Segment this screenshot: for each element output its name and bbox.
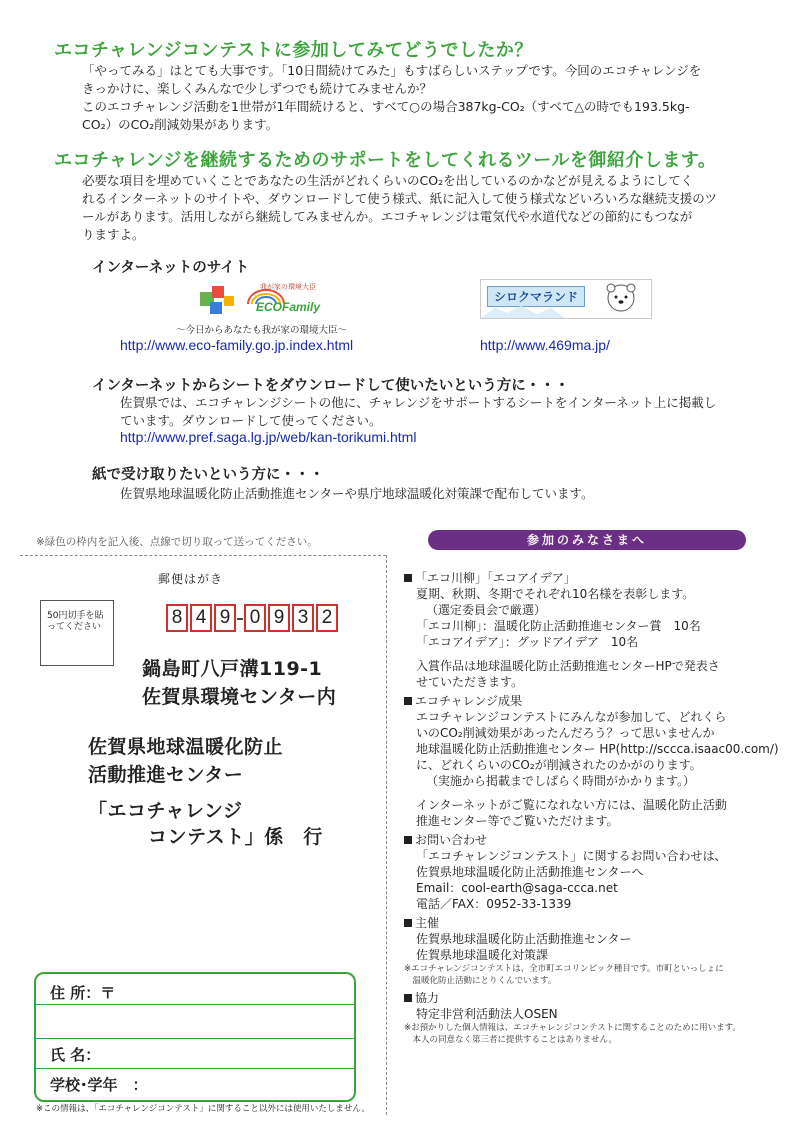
entry-form (34, 972, 356, 1102)
participants-section-heading (404, 693, 789, 709)
cut-line-horizontal (20, 555, 386, 556)
participants-text: （実施から掲載までしばらく時間がかかります。） (426, 774, 696, 788)
participants-footnote (404, 975, 789, 987)
participants-line (404, 725, 789, 741)
name-field[interactable] (36, 1038, 354, 1068)
section2-line: 必要な項目を埋めていくことであなたの生活がどれくらいのCO₂を出しているのかなどが見えるようにしてく (82, 173, 694, 188)
stamp-text: 50円切手を貼ってください (47, 611, 104, 632)
square-bullet-icon (404, 697, 412, 705)
participants-line (404, 789, 789, 797)
section1-heading: エコチャレンジコンテストに参加してみてどうでしたか？ (54, 40, 533, 61)
section1-line: 「やってみる」はとても大事です。「10日間続けてみた」もすばらしいステップです。今回のエコチャレンジを (82, 63, 702, 78)
address-line2: 佐賀県環境センター内 (142, 686, 337, 708)
participants-section-heading (404, 990, 789, 1006)
participants-line (404, 848, 789, 864)
participants-section-heading (404, 570, 789, 586)
participants-text: （選定委員会で厳選） (426, 603, 547, 617)
form-privacy-note: ※この情報は、「エコチャレンジコンテスト」に関すること以外には使用いたしません。 (36, 1104, 370, 1114)
postal-separator (237, 618, 243, 620)
participants-text: 佐賀県地球温暖化防止活動推進センターへ (416, 865, 644, 879)
participants-text: お問い合わせ (415, 833, 488, 847)
participants-line (404, 864, 789, 880)
participants-text: 電話／FAX：0952-33-1339 (416, 897, 572, 911)
participants-text: 温暖化防止活動にとりくんでいます。 (404, 976, 557, 986)
participants-text: 入賞作品は地球温暖化防止活動推進センターHPで発表さ (416, 659, 720, 673)
participants-list (404, 570, 789, 1046)
cut-line-vertical (386, 555, 387, 1115)
address-field-label: 住 所：〒 (50, 984, 116, 1002)
section1-line: このエコチャレンジ活動を1世帯が1年間続けると、すべて○の場合387kg-CO₂（すべて△の時でも193.5kg- (82, 99, 690, 114)
participants-line (404, 773, 789, 789)
participants-text: ※お預かりした個人情報は、エコチャレンジコンテストに関することのために用います。 (404, 1023, 741, 1033)
download-line: ています。ダウンロードして使ってください。 (120, 413, 382, 428)
ecofamily-logo-name: ECOFamily (256, 300, 321, 314)
participants-line (404, 813, 789, 829)
section2-line: ールがあります。活用しながら継続してみませんか。エコチャレンジは電気代や水道代などの節約にもつなが (82, 209, 693, 224)
recipient-line2: 活動推進センター (88, 764, 244, 786)
participants-line (404, 947, 789, 963)
participants-text: 「エコアイデア」：グッドアイデア 10名 (416, 635, 639, 649)
section2-heading: エコチャレンジを継続するためのサポートをしてくれるツールを御紹介します。 (54, 150, 717, 171)
postal-digit: 2 (316, 604, 338, 632)
participants-text: 推進センター等でご覧いただけます。 (416, 814, 619, 828)
participants-text: インターネットがご覧になれない方には、温暖化防止活動 (416, 798, 727, 812)
postal-digit: 0 (244, 604, 266, 632)
ecofamily-url[interactable]: http://www.eco-family.go.jp.index.html (120, 337, 354, 353)
address-field[interactable] (36, 974, 354, 1038)
participants-text: 「エコ川柳」「エコアイデア」 (415, 571, 576, 585)
postal-code (166, 604, 340, 632)
participants-line (404, 634, 789, 650)
postal-digit: 3 (292, 604, 314, 632)
section2-body (82, 172, 717, 244)
participants-text: せていただきます。 (416, 675, 524, 689)
square-bullet-icon (404, 836, 412, 844)
participants-text: 本人の同意なく第三者に提供することはありません。 (404, 1035, 618, 1045)
participants-text: 地球温暖化防止活動推進センター HP(http://sccca.isaac00.com/) (416, 742, 779, 756)
participants-text: 特定非営利活動法人OSEN (416, 1007, 558, 1021)
participants-footnote (404, 1022, 789, 1034)
school-field-label: 学校･学年 ： (50, 1076, 148, 1094)
download-heading: インターネットからシートをダウンロードして使いたいという方に・・・ (92, 378, 570, 394)
participants-text: 「エコ川柳」：温暖化防止活動推進センター賞 10名 (416, 619, 701, 633)
participants-footnote (404, 963, 789, 975)
polar-bear-icon (481, 280, 651, 318)
cut-note: ※緑色の枠内を記入後、点線で切り取って送ってください。 (36, 536, 318, 548)
postal-digit: 8 (166, 604, 188, 632)
participants-section-heading (404, 915, 789, 931)
postal-digit: 4 (190, 604, 212, 632)
square-bullet-icon (404, 994, 412, 1002)
download-line: 佐賀県では、エコチャレンジシートの他に、チャレンジをサポートするシートをインターネット上に掲載し (120, 395, 717, 410)
participants-line (404, 757, 789, 773)
paper-heading: 紙で受け取りたいという方に・・・ (92, 467, 324, 483)
participants-text: 佐賀県地球温暖化対策課 (416, 948, 549, 962)
recipient-line1: 佐賀県地球温暖化防止 (88, 736, 284, 758)
square-bullet-icon (404, 574, 412, 582)
participants-line (404, 618, 789, 634)
postcard-title: 郵便はがき (158, 572, 224, 586)
section1-line: CO₂）のCO₂削減効果があります。 (82, 117, 279, 132)
participants-text: 佐賀県地球温暖化防止活動推進センター (416, 932, 632, 946)
square-bullet-icon (404, 919, 412, 927)
participants-line (404, 797, 789, 813)
school-field[interactable] (36, 1068, 354, 1100)
participants-line (404, 880, 789, 896)
attn-line1: 「エコチャレンジ (88, 800, 243, 822)
participants-line (404, 650, 789, 658)
postal-digit: 9 (214, 604, 236, 632)
section1-line: きっかけに、楽しくみんなで少しずつでも続けてみませんか？ (82, 81, 433, 96)
participants-text: 夏期、秋期、冬期でそれぞれ10名様を表彰します。 (416, 587, 695, 601)
participants-line (404, 674, 789, 690)
section2-line: りますよ。 (82, 227, 145, 242)
participants-text: 「エコチャレンジコンテスト」に関するお問い合わせは、 (416, 849, 727, 863)
section2-line: れるインターネットのサイトや、ダウンロードして使う様式、紙に記入して使う様式などいろいろな継続支援のツ (82, 191, 718, 206)
name-field-label: 氏 名： (50, 1046, 101, 1064)
address-line1: 鍋島町八戸溝119-1 (142, 658, 323, 680)
postal-digit: 9 (268, 604, 290, 632)
participants-line (404, 896, 789, 912)
participants-line (404, 658, 789, 674)
internet-heading: インターネットのサイト (92, 260, 250, 276)
participants-text: ※エコチャレンジコンテストは、全市町エコリンピック種目です。市町といっしょに (404, 964, 724, 974)
attn-line2: コンテスト」係 行 (148, 826, 323, 848)
shirokuma-logo-name: シロクマランド (487, 286, 585, 307)
ecofamily-logo-top: 我が家の環境大臣 (260, 283, 316, 291)
participants-text: 協力 (415, 991, 440, 1005)
shirokuma-logo[interactable] (480, 279, 652, 319)
pref-saga-url[interactable]: http://www.pref.saga.lg.jp/web/kan-torikumi.html (120, 429, 417, 445)
shirokuma-url[interactable]: http://www.469ma.jp/ (480, 337, 610, 353)
section1-body (82, 62, 701, 134)
participants-line (404, 602, 789, 618)
participants-section-heading (404, 832, 789, 848)
participants-text: に、どれくらいのCO₂が削減されたのかがのります。 (416, 758, 702, 772)
participants-text: Email：cool-earth@saga-ccca.net (416, 881, 618, 895)
ecofamily-tagline: ～今日からあなたも我が家の環境大臣～ (176, 325, 348, 336)
participants-line (404, 709, 789, 725)
participants-line (404, 741, 789, 757)
participants-line (404, 586, 789, 602)
participants-line (404, 1006, 789, 1022)
stamp-box (40, 600, 114, 666)
participants-text: いのCO₂削減効果があったんだろう？って思いませんか (416, 726, 715, 740)
participants-footnote (404, 1034, 789, 1046)
ecofamily-logo[interactable] (198, 280, 346, 318)
participants-banner: 参加のみなさまへ (428, 530, 746, 550)
participants-text: 主催 (415, 916, 440, 930)
paper-body: 佐賀県地球温暖化防止活動推進センターや県庁地球温暖化対策課で配布しています。 (120, 486, 594, 501)
participants-line (404, 931, 789, 947)
participants-text: エコチャレンジコンテストにみんなが参加して、どれくら (416, 710, 727, 724)
participants-text: エコチャレンジ成果 (415, 694, 523, 708)
download-body (120, 394, 716, 430)
